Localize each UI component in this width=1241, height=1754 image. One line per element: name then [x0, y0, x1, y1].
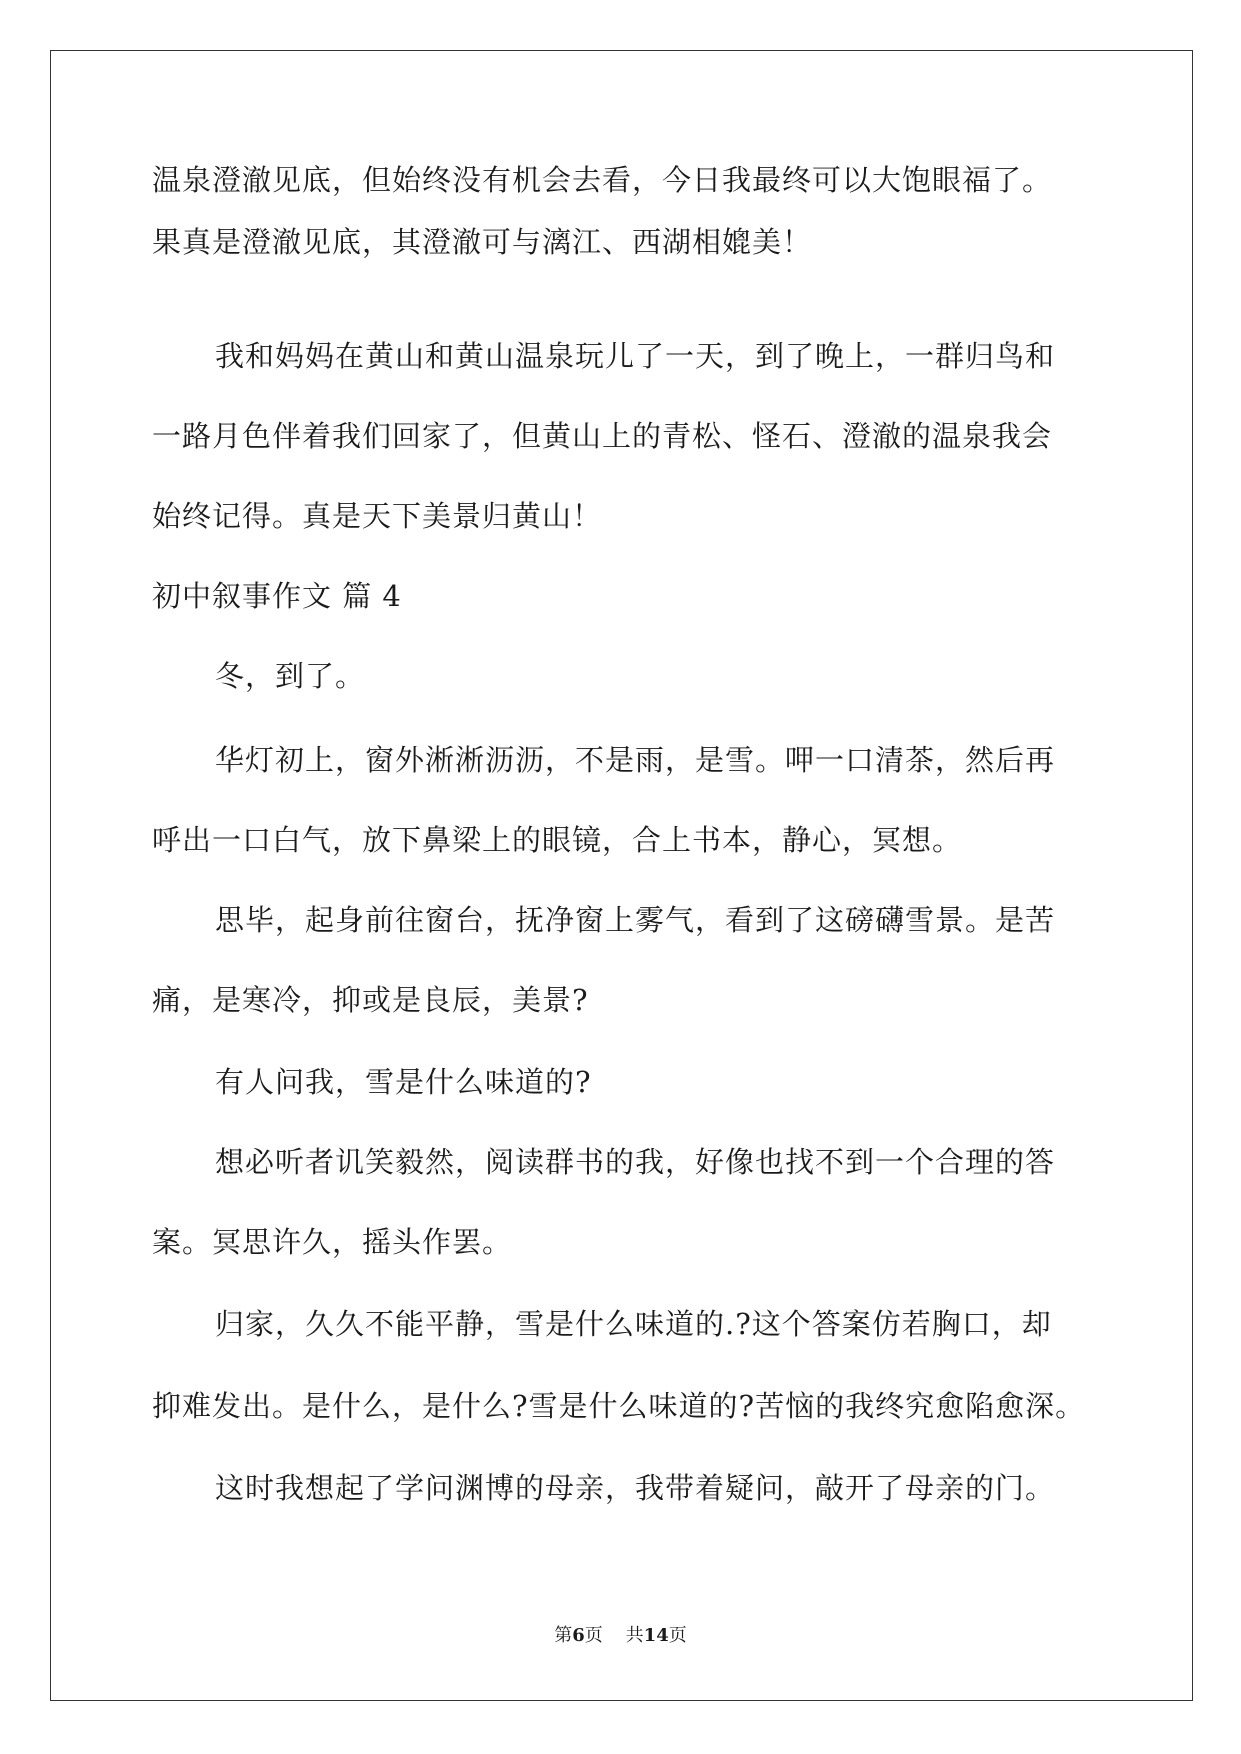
paragraph-line-17: 这时我想起了学问渊博的母亲，我带着疑问，敲开了母亲的门。	[215, 1471, 1056, 1505]
paragraph-line-5: 始终记得。真是天下美景归黄山！	[152, 499, 603, 533]
paragraph-line-9: 呼出一口白气，放下鼻梁上的眼镜，合上书本，静心，冥想。	[152, 823, 963, 857]
paragraph-line-4: 一路月色伴着我们回家了，但黄山上的青松、怪石、澄澈的温泉我会	[152, 419, 1053, 453]
page-prefix: 第	[554, 1625, 573, 1646]
page-suffix: 页	[584, 1625, 603, 1646]
paragraph-line-13: 想必听者讥笑毅然，阅读群书的我，好像也找不到一个合理的答	[215, 1145, 1056, 1179]
paragraph-line-2: 果真是澄澈见底，其澄澈可与漓江、西湖相媲美！	[152, 225, 813, 259]
total-prefix: 共	[625, 1625, 644, 1646]
paragraph-line-3: 我和妈妈在黄山和黄山温泉玩儿了一天，到了晚上，一群归鸟和	[215, 339, 1056, 373]
paragraph-line-7: 冬，到了。	[215, 659, 366, 693]
paragraph-line-10: 思毕，起身前往窗台，抚净窗上雾气，看到了这磅礴雪景。是苦	[215, 903, 1056, 937]
paragraph-line-11: 痛，是寒冷，抑或是良辰，美景?	[152, 983, 589, 1017]
page-border	[50, 50, 1193, 1701]
paragraph-line-12: 有人问我，雪是什么味道的?	[215, 1065, 592, 1099]
paragraph-line-14: 案。冥思许久，摇头作罢。	[152, 1225, 513, 1259]
paragraph-line-8: 华灯初上，窗外淅淅沥沥，不是雨，是雪。呷一口清茶，然后再	[215, 743, 1056, 777]
section-heading: 初中叙事作文 篇 4	[152, 579, 402, 613]
total-suffix: 页	[668, 1625, 687, 1646]
paragraph-line-16: 抑难发出。是什么，是什么?雪是什么味道的?苦恼的我终究愈陷愈深。	[152, 1389, 1086, 1423]
page-number: 6	[572, 1625, 585, 1646]
paragraph-line-1: 温泉澄澈见底，但始终没有机会去看，今日我最终可以大饱眼福了。	[152, 163, 1053, 197]
page-footer	[0, 1624, 1241, 1648]
paragraph-line-15: 归家，久久不能平静，雪是什么味道的.?这个答案仿若胸口，却	[215, 1307, 1052, 1341]
total-pages: 14	[643, 1625, 669, 1646]
